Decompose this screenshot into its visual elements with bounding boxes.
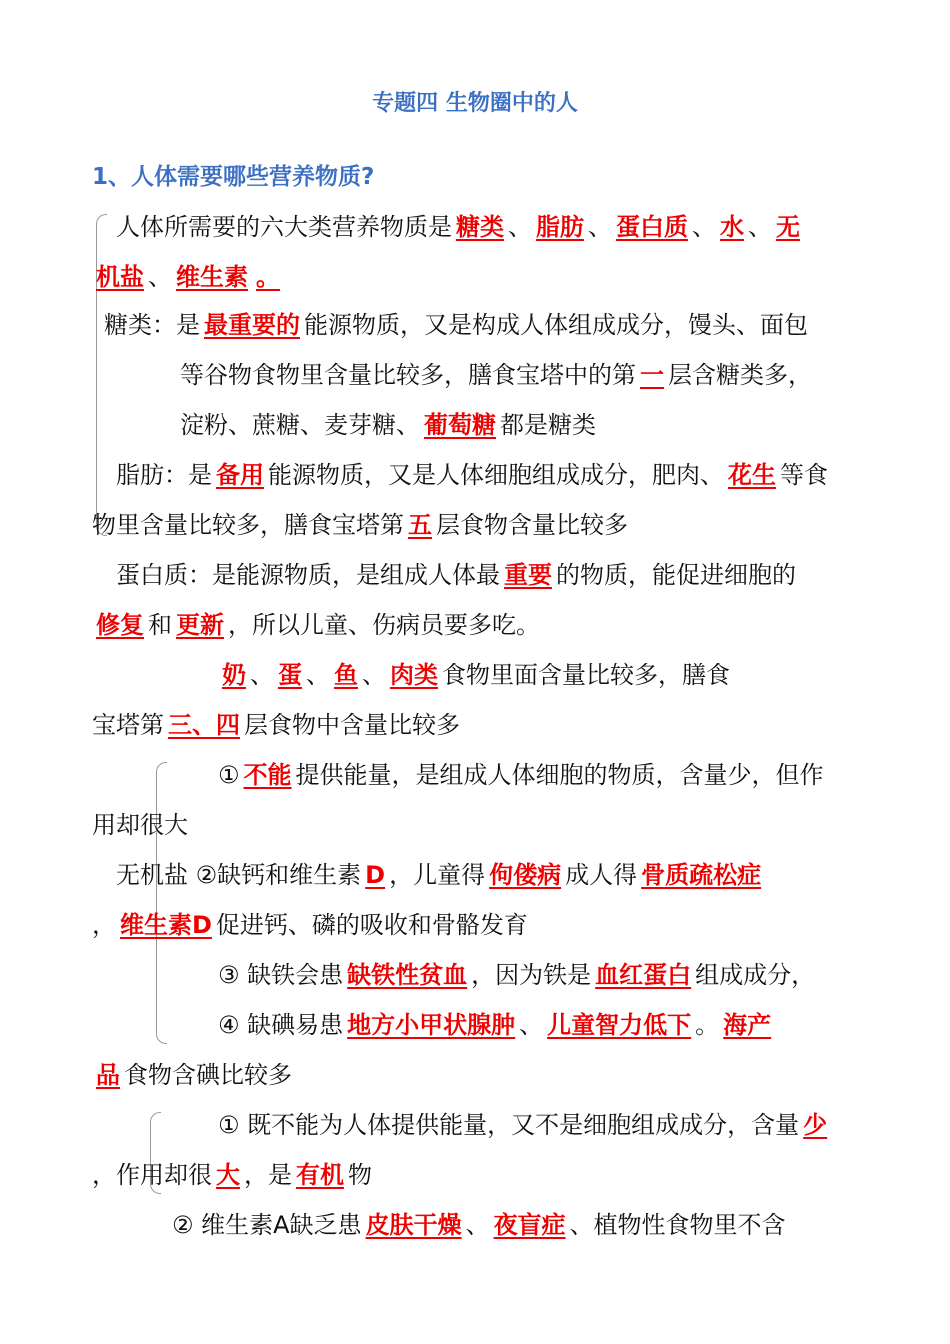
line-text: 、 <box>362 661 386 689</box>
line-text: 淀粉、蔗糖、麦芽糖、 <box>180 411 420 439</box>
answer-blank: 大 <box>216 1161 240 1189</box>
line-text: ，因为铁是 <box>471 961 592 989</box>
answer-blank: 一 <box>640 361 664 389</box>
line-text: 、植物性食物里不含 <box>569 1211 786 1239</box>
answer-blank: 鱼 <box>334 661 358 689</box>
answer-blank: 最重要的 <box>204 311 300 339</box>
text-line <box>92 508 628 542</box>
answer-blank: 缺铁性贫血 <box>347 961 468 989</box>
text-line <box>218 958 815 992</box>
line-text: 层含糖类多， <box>668 361 812 389</box>
line-text: 组成成分， <box>695 961 816 989</box>
text-line <box>92 608 540 642</box>
answer-blank: 修复 <box>96 611 144 639</box>
line-text: 人体所需要的六大类营养物质是 <box>116 213 452 241</box>
text-line <box>104 308 808 342</box>
answer-blank: 葡萄糖 <box>424 411 496 439</box>
text-line <box>172 1208 786 1242</box>
line-text: 和 <box>148 611 172 639</box>
line-text: 食物里面含量比较多，膳食 <box>442 661 730 689</box>
line-text: 提供能量，是组成人体细胞的物质，含量少，但作 <box>295 761 824 789</box>
answer-blank: 备用 <box>216 461 264 489</box>
answer-blank: 夜盲症 <box>493 1211 566 1239</box>
text-line <box>116 858 765 892</box>
text-line <box>218 758 824 792</box>
answer-blank: 维生素D <box>120 911 212 939</box>
line-text: 无机盐 ②缺钙和维生素 <box>116 861 362 889</box>
line-text: ④ 缺碘易患 <box>218 1011 344 1039</box>
line-text: 等食 <box>780 461 828 489</box>
line-text: 物里含量比较多，膳食宝塔第 <box>92 511 404 539</box>
answer-blank: 糖类 <box>456 213 504 241</box>
answer-blank: 骨质疏松症 <box>641 861 762 889</box>
text-line <box>180 358 812 392</box>
line-text: 能源物质，又是人体细胞组成成分，肥肉、 <box>268 461 724 489</box>
line-text: ① 既不能为人体提供能量，又不是细胞组成成分，含量 <box>218 1111 800 1139</box>
line-text: ① <box>218 761 240 789</box>
answer-blank: 佝偻病 <box>489 861 562 889</box>
line-text: 、 <box>250 661 274 689</box>
line-text: 、 <box>508 213 532 241</box>
line-text: 糖类：是 <box>104 311 200 339</box>
answer-blank: 脂肪 <box>536 213 584 241</box>
answer-blank: 机盐 <box>96 263 144 291</box>
line-text: 用却很大 <box>92 811 188 839</box>
answer-blank: 蛋 <box>278 661 302 689</box>
line-text: 能源物质，又是构成人体组成成分，馒头、面包 <box>304 311 808 339</box>
line-text: ，所以儿童、伤病员要多吃。 <box>228 611 540 639</box>
line-text: 物 <box>348 1161 372 1189</box>
line-text: 脂肪：是 <box>116 461 212 489</box>
line-text: 、 <box>148 263 172 291</box>
answer-blank: 无 <box>776 213 800 241</box>
line-text: ， <box>92 911 116 939</box>
text-line <box>116 210 804 244</box>
text-line <box>116 458 828 492</box>
text-line <box>92 708 460 742</box>
line-text: 成人得 <box>565 861 638 889</box>
text-line <box>116 558 796 592</box>
answer-blank: 花生 <box>728 461 776 489</box>
text-line <box>218 1008 775 1042</box>
answer-blank: 维生素 <box>176 263 248 291</box>
line-text: 的物质，能促进细胞的 <box>556 561 796 589</box>
line-text: 、 <box>306 661 330 689</box>
answer-blank: 皮肤干燥 <box>365 1211 462 1239</box>
line-text: ② 维生素A缺乏患 <box>172 1211 362 1239</box>
line-text: 、 <box>519 1011 544 1039</box>
section-heading: 1、人体需要哪些营养物质? <box>92 164 375 190</box>
line-text: 、 <box>748 213 772 241</box>
line-text: 。 <box>695 1011 720 1039</box>
line-text: ③ 缺铁会患 <box>218 961 344 989</box>
line-text: 、 <box>465 1211 490 1239</box>
line-text: 促进钙、磷的吸收和骨骼发育 <box>215 911 528 939</box>
text-line <box>218 658 730 692</box>
line-text: 宝塔第 <box>92 711 164 739</box>
line-text: 蛋白质：是能源物质，是组成人体最 <box>116 561 500 589</box>
line-text: ，作用却很 <box>92 1161 212 1189</box>
text-line <box>92 808 188 842</box>
text-line <box>92 908 528 942</box>
answer-blank: 少 <box>803 1111 828 1139</box>
answer-blank: 五 <box>408 511 432 539</box>
answer-blank: 更新 <box>176 611 224 639</box>
answer-blank: 肉类 <box>390 661 438 689</box>
answer-blank: 地方小甲状腺肿 <box>347 1011 516 1039</box>
line-text: 等谷物食物里含量比较多，膳食宝塔中的第 <box>180 361 636 389</box>
line-text: 、 <box>588 213 612 241</box>
answer-blank: 血红蛋白 <box>595 961 692 989</box>
answer-blank: 有机 <box>296 1161 344 1189</box>
text-line <box>92 1158 372 1192</box>
line-text: 食物含碘比较多 <box>124 1061 292 1089</box>
line-text: 层食物含量比较多 <box>436 511 628 539</box>
answer-blank: 三、四 <box>168 711 240 739</box>
answer-blank: 不能 <box>243 761 292 789</box>
line-text: ，是 <box>244 1161 292 1189</box>
line-text: 都是糖类 <box>500 411 596 439</box>
answer-blank: 水 <box>720 213 744 241</box>
answer-blank: D <box>365 861 386 889</box>
text-line <box>92 260 284 294</box>
text-line <box>180 408 596 442</box>
text-line <box>92 1058 292 1092</box>
text-line <box>218 1108 831 1142</box>
page-title: 专题四 生物圈中的人 <box>372 91 578 116</box>
line-text: 层食物中含量比较多 <box>244 711 460 739</box>
line-text: 、 <box>692 213 716 241</box>
answer-blank: 奶 <box>222 661 246 689</box>
answer-blank: 品 <box>96 1061 120 1089</box>
answer-blank: 蛋白质 <box>616 213 688 241</box>
brace-minerals <box>156 762 167 1044</box>
answer-blank: 儿童智力低下 <box>547 1011 692 1039</box>
answer-blank: 重要 <box>504 561 552 589</box>
answer-blank: 。 <box>256 263 280 291</box>
line-text: ，儿童得 <box>389 861 486 889</box>
answer-blank: 海产 <box>723 1011 772 1039</box>
